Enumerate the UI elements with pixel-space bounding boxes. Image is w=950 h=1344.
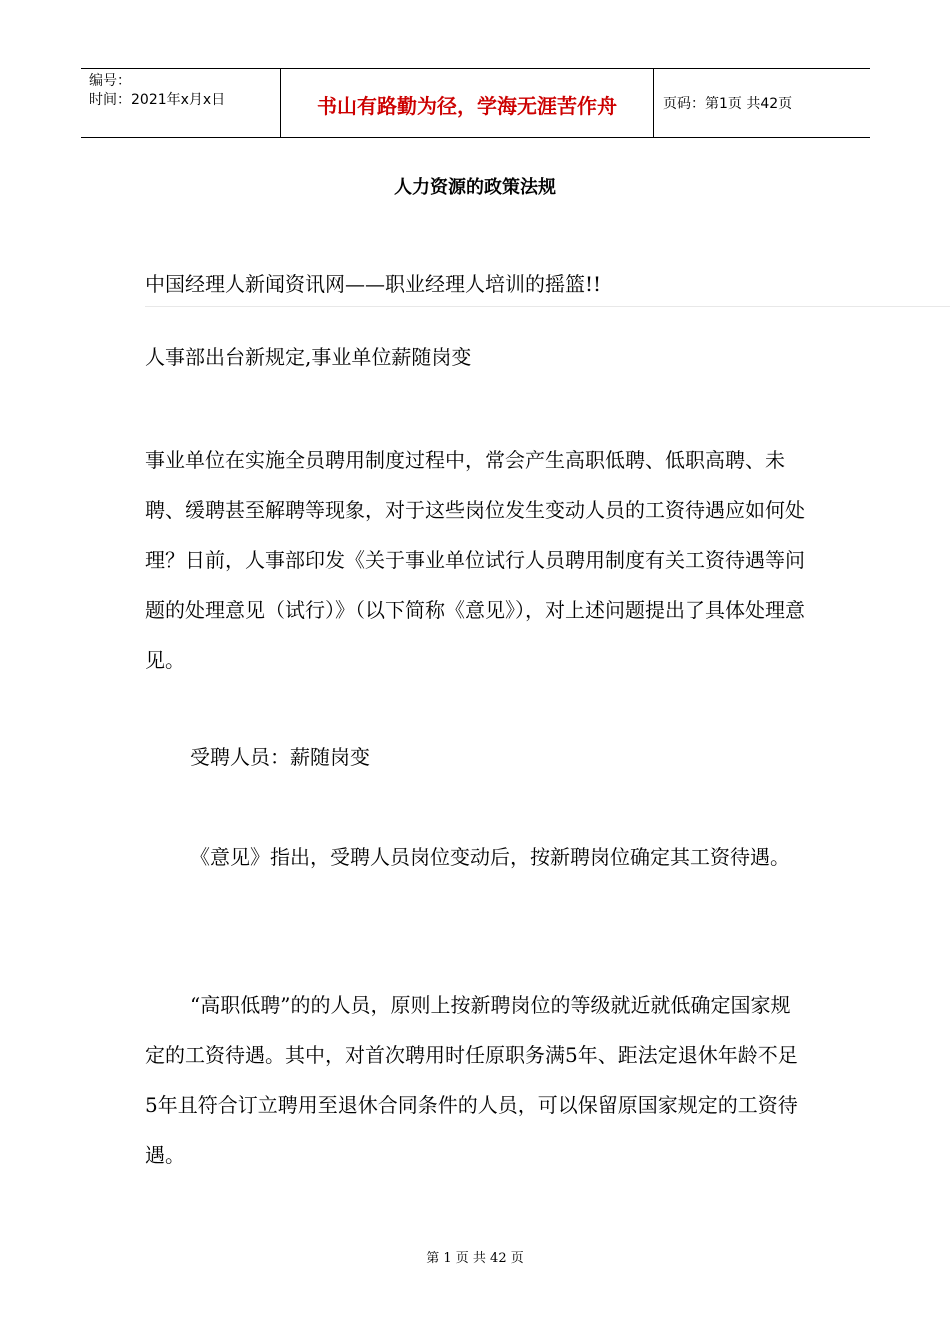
paragraph-employed: 《意见》指出，受聘人员岗位变动后，按新聘岗位确定其工资待遇。 [190, 845, 790, 869]
source-line: 中国经理人新闻资讯网——职业经理人培训的摇篮!! [145, 272, 602, 296]
page-footer: 第 1 页 共 42 页 [426, 1251, 524, 1266]
divider [145, 306, 950, 307]
headline: 人事部出台新规定,事业单位薪随岗变 [145, 345, 472, 369]
number-label: 编号： [89, 73, 131, 89]
subheading: 受聘人员：薪随岗变 [190, 745, 370, 769]
time-label: 时间：2021年x月x日 [89, 92, 226, 108]
header-page-info: 页码：第1页 共42页 [663, 96, 793, 112]
paragraph-intro: 事业单位在实施全员聘用制度过程中，常会产生高职低聘、低职高聘、未聘、缓聘甚至解聘等现象，对于这些岗位发生变动人员的工资待遇应如何处理？日前，人事部印发《关于事业单位试行人员聘用制度有关工资待遇等问题的处理意见（试行）》（以下简称《意见》），对上述问题提出了具体处理意见。 [145, 448, 805, 672]
header-motto: 书山有路勤为径，学海无涯苦作舟 [281, 69, 654, 137]
document-title: 人力资源的政策法规 [394, 177, 556, 198]
header-meta-cell [81, 69, 281, 137]
paragraph-high-low: “高职低聘”的的人员，原则上按新聘岗位的等级就近就低确定国家规定的工资待遇。其中，对首次聘用时任原职务满5年、距法定退休年龄不足5年且符合订立聘用至退休合同条件的人员，可以保留原国家规定的工资待遇。 [145, 993, 798, 1167]
header-table [81, 68, 870, 138]
